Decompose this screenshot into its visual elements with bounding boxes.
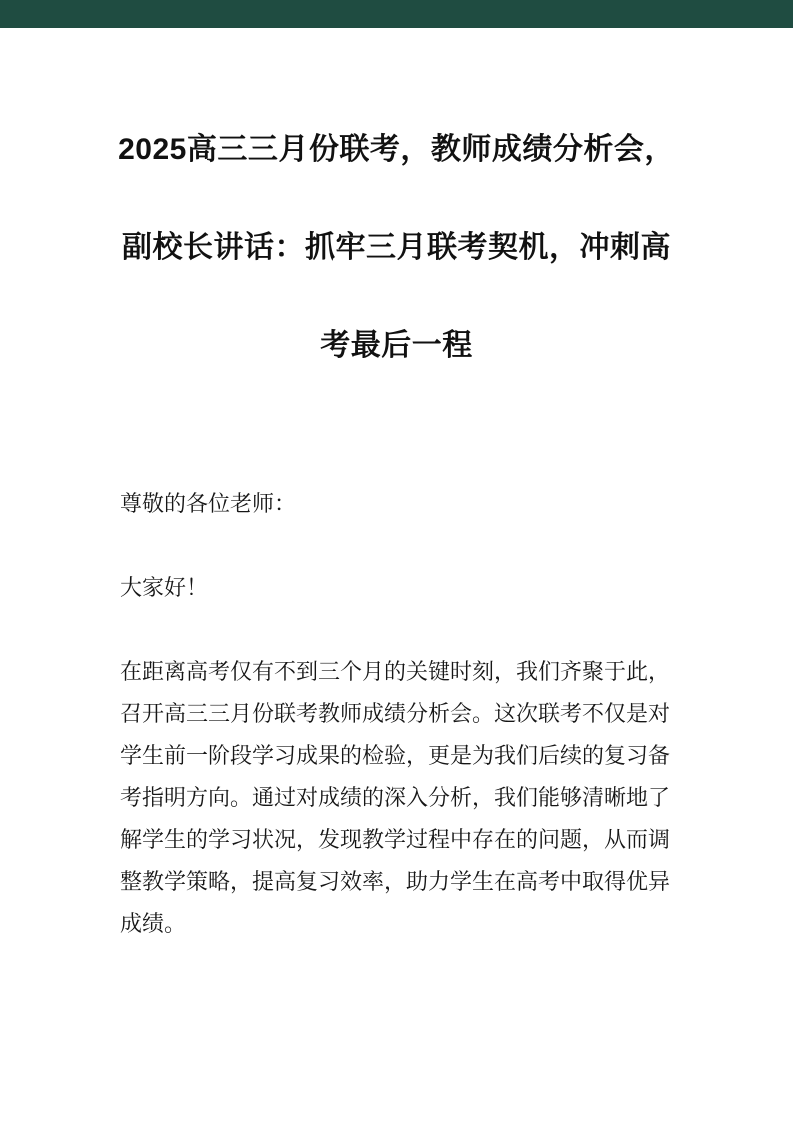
body-paragraph bbox=[120, 651, 680, 945]
viewer-top-bar bbox=[0, 0, 793, 28]
paragraph-line-2: 召开高三三月份联考教师成绩分析会。这次联考不仅是对 bbox=[120, 701, 671, 726]
greeting-line: 尊敬的各位老师： bbox=[120, 491, 297, 516]
document-title bbox=[0, 101, 793, 395]
title-line-1: 2025高三三月份联考，教师成绩分析会， bbox=[118, 133, 675, 166]
paragraph-line-1: 在距离高考仅有不到三个月的关键时刻，我们齐聚于此， bbox=[120, 659, 671, 684]
paragraph-line-6: 整教学策略，提高复习效率，助力学生在高考中取得优异 bbox=[120, 869, 671, 894]
salutation-line: 大家好！ bbox=[120, 575, 209, 600]
title-line-2: 副校长讲话：抓牢三月联考契机，冲刺高 bbox=[122, 231, 671, 264]
paragraph-line-4: 考指明方向。通过对成绩的深入分析，我们能够清晰地了 bbox=[120, 785, 671, 810]
title-line-3: 考最后一程 bbox=[320, 329, 473, 362]
paragraph-line-5: 解学生的学习状况，发现教学过程中存在的问题，从而调 bbox=[120, 827, 671, 852]
paragraph-line-3: 学生前一阶段学习成果的检验，更是为我们后续的复习备 bbox=[120, 743, 671, 768]
paragraph-line-7: 成绩。 bbox=[120, 911, 187, 936]
